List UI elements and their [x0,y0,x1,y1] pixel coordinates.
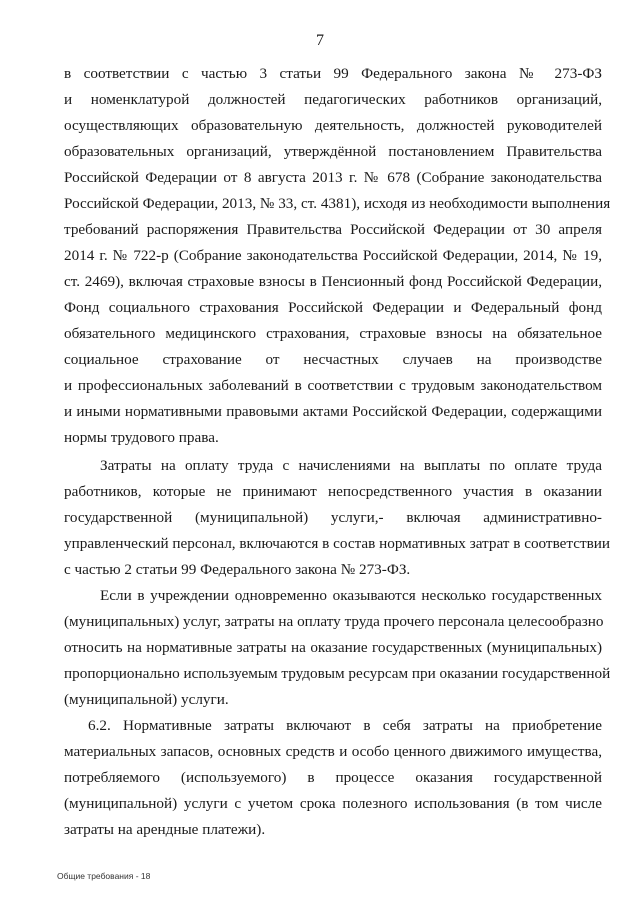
text-line: и номенклатурой должностей педагогических работников организаций, [64,91,602,108]
text-line: Если в учреждении одновременно оказываются несколько государственных [100,587,602,604]
text-line: Российской Федерации от 8 августа 2013 г. № 678 (Собрание законодательства [64,169,602,186]
text-line: 6.2. Нормативные затраты включают в себя затраты на приобретение [88,717,602,734]
text-line: с частью 2 статьи 99 Федерального закона № 273-ФЗ. [64,561,411,578]
page-number: 7 [316,32,324,49]
text-line: государственной (муниципальной) услуги,- включая административно- [64,509,602,526]
text-line: (муниципальной) услуги. [64,691,229,708]
text-line: ст. 2469), включая страховые взносы в Пенсионный фонд Российской Федерации, [64,273,602,290]
text-line: потребляемого (используемого) в процессе оказания государственной [64,769,602,786]
text-line: требований распоряжения Правительства Российской Федерации от 30 апреля [64,221,602,238]
text-line: 2014 г. № 722-р (Собрание законодательства Российской Федерации, 2014, № 19, [64,247,602,264]
text-line: (муниципальных) услуг, затраты на оплату труда прочего персонала целесообразно [64,613,604,630]
text-line: нормы трудового права. [64,429,219,446]
text-line: и иными нормативными правовыми актами Российской Федерации, содержащими [64,403,602,420]
text-line: пропорционально используемым трудовым ресурсам при оказании государственной [64,665,611,682]
text-line: затраты на арендные платежи). [64,821,266,838]
text-line: социальное страхование от несчастных случаев на производстве [64,351,602,368]
text-line: относить на нормативные затраты на оказание государственных (муниципальных) [64,639,602,656]
text-line: управленческий персонал, включаются в состав нормативных затрат в соответствии [64,535,611,552]
text-line: и профессиональных заболеваний в соответствии с трудовым законодательством [64,377,602,394]
text-line: работников, которые не принимают непосредственного участия в оказании [64,483,602,500]
text-line: (муниципальной) услуги с учетом срока полезного использования (в том числе [64,795,602,812]
text-line: образовательных организаций, утверждённой постановлением Правительства [64,143,602,160]
text-line: материальных запасов, основных средств и особо ценного движимого имущества, [64,743,602,760]
footer-note: Общие требования - 18 [57,871,151,881]
text-line: в соответствии с частью 3 статьи 99 Федерального закона № 273-ФЗ [64,65,602,82]
text-line: осуществляющих образовательную деятельность, должностей руководителей [64,117,602,134]
text-line: обязательного медицинского страхования, страховые взносы на обязательное [64,325,602,342]
text-line: Фонд социального страхования Российской Федерации и Федеральный фонд [64,299,602,316]
text-line: Затраты на оплату труда с начислениями на выплаты по оплате труда [100,457,602,474]
text-line: Российской Федерации, 2013, № 33, ст. 4381), исходя из необходимости выполнения [64,195,611,212]
